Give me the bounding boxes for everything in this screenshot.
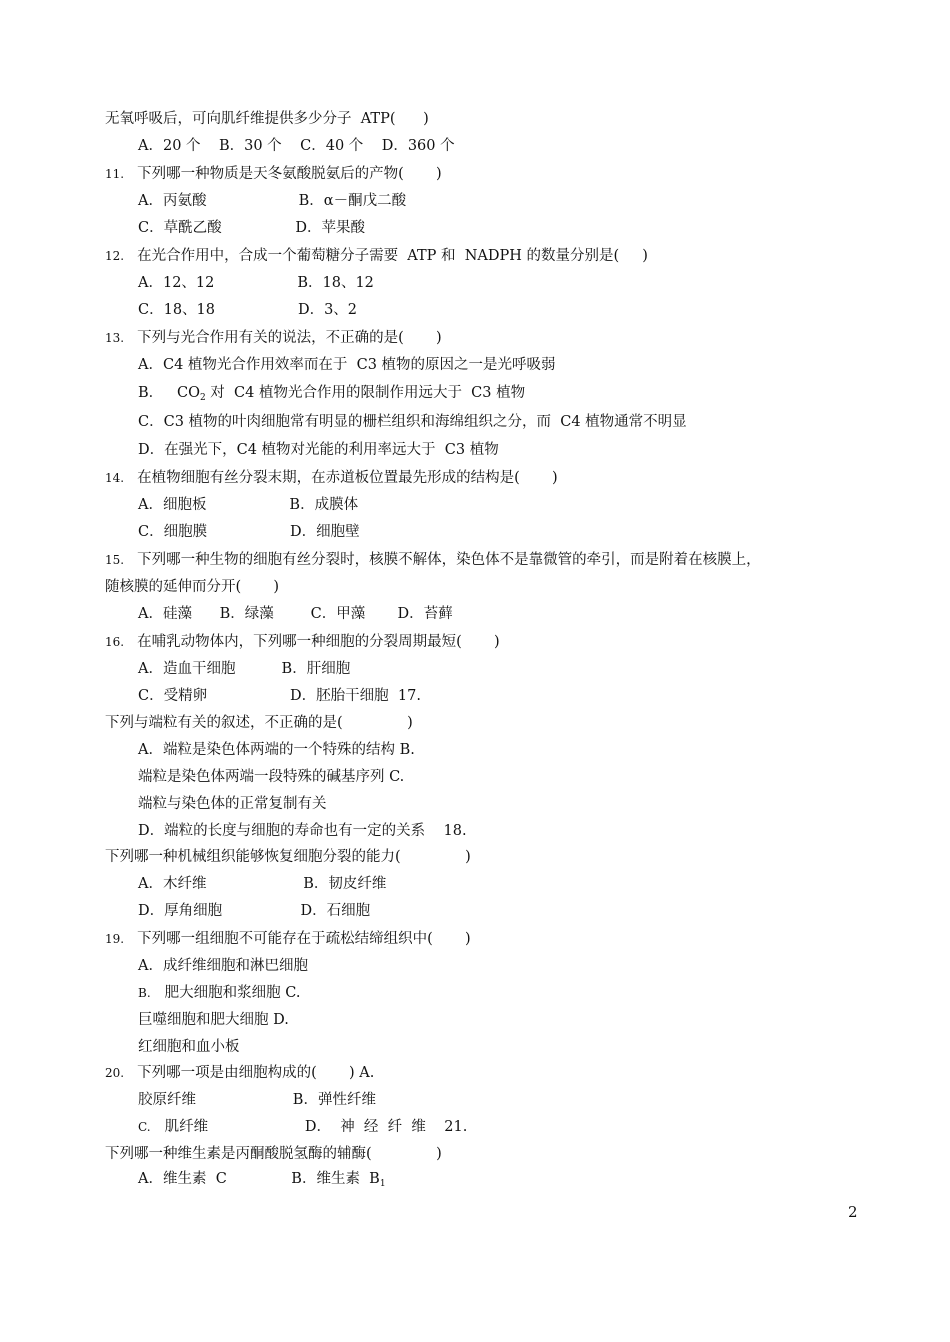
q19-option-c: 巨噬细胞和肥大细胞 D. — [138, 1012, 289, 1028]
option-letter: B. — [138, 986, 151, 1000]
question-number: 19. — [105, 932, 125, 946]
q11-options-ab: A．丙氨酸 B．α－酮戊二酸 — [138, 193, 407, 209]
q17-stem: 下列与端粒有关的叙述，不正确的是( ) — [105, 715, 413, 731]
q14-options-cd: C．细胞膜 D．细胞壁 — [138, 524, 360, 540]
q19-option-a: A．成纤维细胞和淋巴细胞 — [138, 958, 308, 974]
q14-options-ab: A．细胞板 B．成膜体 — [138, 497, 359, 513]
question-number: 11. — [105, 167, 125, 181]
question-number: 15. — [105, 553, 125, 567]
q19-option-d: 红细胞和血小板 — [138, 1039, 240, 1055]
q17-option-b: 端粒是染色体两端一段特殊的碱基序列 C. — [138, 769, 405, 785]
q13-option-d: D．在强光下，C4 植物对光能的利用率远大于 C3 植物 — [138, 442, 499, 458]
question-number: 16. — [105, 635, 125, 649]
question-number: 14. — [105, 471, 125, 485]
q12-options-cd: C．18、18 D．3、2 — [138, 302, 358, 318]
q11-stem: 11. 下列哪一种物质是天冬氨酸脱氨后的产物( ) — [105, 166, 442, 182]
q18-options-cd: D．厚角细胞 D．石细胞 — [138, 903, 371, 919]
q20-options-ab: 胶原纤维 B．弹性纤维 — [138, 1092, 376, 1108]
q17-option-c: 端粒与染色体的正常复制有关 — [138, 796, 327, 812]
q16-stem: 16. 在哺乳动物体内，下列哪一种细胞的分裂周期最短( ) — [105, 634, 500, 650]
question-number: 12. — [105, 249, 125, 263]
q12-stem: 12. 在光合作用中，合成一个葡萄糖分子需要 ATP 和 NADPH 的数量分别是( ) — [105, 248, 648, 264]
subscript: 1 — [379, 1179, 386, 1189]
subscript: 2 — [199, 393, 206, 403]
q16-options-cd: C．受精卵 D．胚胎干细胞 17. — [138, 688, 421, 704]
q20-options-cd: C. 肌纤维 D． 神 经 纤 维 21. — [138, 1119, 468, 1135]
option-letter: C. — [138, 1120, 151, 1134]
q12-options-ab: A．12、12 B．18、12 — [138, 275, 374, 291]
q13-option-a: A．C4 植物光合作用效率而在于 C3 植物的原因之一是光呼吸弱 — [138, 357, 556, 373]
q17-option-d: D．端粒的长度与细胞的寿命也有一定的关系 18. — [138, 823, 467, 839]
q15-stem-continuation: 随核膜的延伸而分开( ) — [105, 579, 280, 595]
q20-stem: 20. 下列哪一项是由细胞构成的( ) A. — [105, 1065, 375, 1081]
q18-options-ab: A．木纤维 B．韧皮纤维 — [138, 876, 387, 892]
q13-option-c: C．C3 植物的叶肉细胞常有明显的栅栏组织和海绵组织之分，而 C4 植物通常不明显 — [138, 414, 687, 430]
q11-options-cd: C．草酰乙酸 D．苹果酸 — [138, 220, 365, 236]
q21-stem: 下列哪一种维生素是丙酮酸脱氢酶的辅酶( ) — [105, 1146, 442, 1162]
q21-options-ab: A．维生素 C B．维生素 $B_1$ — [138, 1171, 386, 1189]
q19-stem: 19. 下列哪一组细胞不可能存在于疏松结缔组织中( ) — [105, 931, 471, 947]
q14-stem: 14. 在植物细胞有丝分裂末期，在赤道板位置最先形成的结构是( ) — [105, 470, 558, 486]
q13-option-b: B． $CO_2$ 对 C4 植物光合作用的限制作用远大于 C3 植物 — [138, 385, 526, 403]
q10-options: A．20 个 B．30 个 C．40 个 D．360 个 — [138, 138, 455, 154]
page-number: 2 — [848, 1203, 858, 1221]
q15-options: A．硅藻 B．绿藻 C．甲藻 D．苔藓 — [138, 606, 453, 622]
q15-stem: 15. 下列哪一种生物的细胞有丝分裂时，核膜不解体，染色体不是靠微管的牵引，而是附着在核膜上， — [105, 552, 761, 568]
question-number: 20. — [105, 1066, 125, 1080]
q10-stem-continuation: 无氧呼吸后，可向肌纤维提供多少分子 ATP( ) — [105, 111, 429, 127]
question-number: 13. — [105, 331, 125, 345]
q17-option-a: A．端粒是染色体两端的一个特殊的结构 B. — [138, 742, 415, 758]
q16-options-ab: A．造血干细胞 B．肝细胞 — [138, 661, 351, 677]
q18-stem: 下列哪一种机械组织能够恢复细胞分裂的能力( ) — [105, 849, 471, 865]
q19-option-b: B. 肥大细胞和浆细胞 C. — [138, 985, 301, 1001]
q13-stem: 13. 下列与光合作用有关的说法，不正确的是( ) — [105, 330, 442, 346]
